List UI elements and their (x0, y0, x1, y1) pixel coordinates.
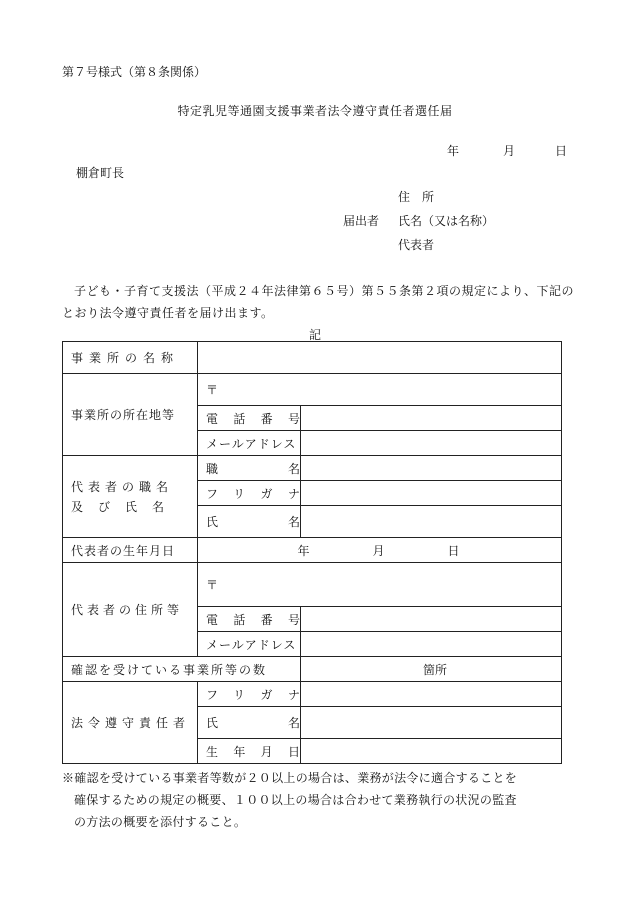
birth-month-label: 月 (372, 543, 385, 558)
table-row (63, 563, 562, 607)
rep-furigana-field[interactable] (301, 481, 562, 506)
office-location-label: 事業所の所在地等 (63, 374, 198, 456)
table-row (63, 682, 562, 707)
rep-job-title-field[interactable] (301, 456, 562, 481)
officer-birthdate-field[interactable] (301, 739, 562, 764)
date-month-label: 月 (503, 144, 516, 158)
confirmed-count-label: 確認を受けている事業所等の数 (63, 657, 301, 682)
footnote-line1: ※確認を受けている事業者等数が２０以上の場合は、業務が法令に適合することを (62, 771, 518, 785)
date-day-label: 日 (555, 144, 568, 158)
ki-heading: 記 (308, 328, 321, 342)
confirmed-count-field[interactable] (301, 657, 562, 682)
footnote-line2: 確保するための規定の概要、１００以上の場合は合わせて業務執行の状況の監査 (74, 793, 517, 807)
footnote-line3: の方法の概要を添付すること。 (74, 815, 247, 829)
count-unit: 箇所 (422, 662, 447, 677)
office-name-label: 事業所の名称 (63, 342, 198, 374)
officer-name-field[interactable] (301, 707, 562, 739)
rep-postal-field[interactable] (198, 563, 562, 607)
rep-furigana-label: フリガナ (198, 481, 301, 506)
postal-mark: 〒 (206, 383, 219, 397)
table-row (63, 538, 562, 563)
officer-furigana-field[interactable] (301, 682, 562, 707)
postal-mark: 〒 (206, 578, 219, 592)
body-paragraph: 子ども・子育て支援法（平成２４年法律第６５号）第５５条第２項の規定により、下記のとおり法令遵守責任者を届け出ます。 (62, 284, 575, 320)
officer-birthdate-label: 生年月日 (198, 739, 301, 764)
birth-day-label: 日 (447, 543, 460, 558)
table-row (63, 456, 562, 481)
application-table (62, 341, 562, 764)
table-row (63, 374, 562, 406)
rep-birth-label: 代表者の生年月日 (63, 538, 198, 563)
rep-birth-field[interactable] (198, 538, 562, 563)
officer-name-label: 氏名 (198, 707, 301, 739)
rep-phone-label: 電話番号 (198, 607, 301, 632)
office-phone-field[interactable] (301, 406, 562, 431)
table-row (63, 342, 562, 374)
applicant-address-label: 住 所 (398, 190, 435, 204)
form-number: 第７号様式（第８条関係） (62, 65, 207, 79)
rep-name-field[interactable] (301, 506, 562, 538)
office-postal-field[interactable] (198, 374, 562, 406)
document-title: 特定乳児等通園支援事業者法令遵守責任者選任届 (177, 104, 453, 118)
compliance-officer-label: 法令遵守責任者 (63, 682, 198, 764)
rep-title-name-label (63, 456, 198, 538)
date-year-label: 年 (447, 144, 460, 158)
birth-year-label: 年 (297, 543, 310, 558)
rep-email-field[interactable] (301, 632, 562, 657)
applicant-label: 届出者 (343, 214, 380, 228)
rep-email-label: メールアドレス (198, 632, 301, 657)
applicant-representative-label: 代表者 (398, 238, 435, 252)
applicant-name-label: 氏名（又は名称） (398, 214, 495, 228)
office-name-field[interactable] (198, 342, 562, 374)
rep-title-name-line1: 代表者の職名 (71, 479, 174, 494)
rep-name-label: 氏名 (198, 506, 301, 538)
addressee: 棚倉町長 (76, 166, 125, 180)
office-phone-label: 電話番号 (198, 406, 301, 431)
officer-furigana-label: フリガナ (198, 682, 301, 707)
office-email-label: メールアドレス (198, 431, 301, 456)
rep-phone-field[interactable] (301, 607, 562, 632)
footnote (62, 767, 582, 833)
rep-job-title-label: 職名 (198, 456, 301, 481)
table-row (63, 657, 562, 682)
rep-address-label: 代表者の住所等 (63, 563, 198, 657)
office-email-field[interactable] (301, 431, 562, 456)
rep-title-name-line2: 及び氏名 (71, 499, 180, 514)
